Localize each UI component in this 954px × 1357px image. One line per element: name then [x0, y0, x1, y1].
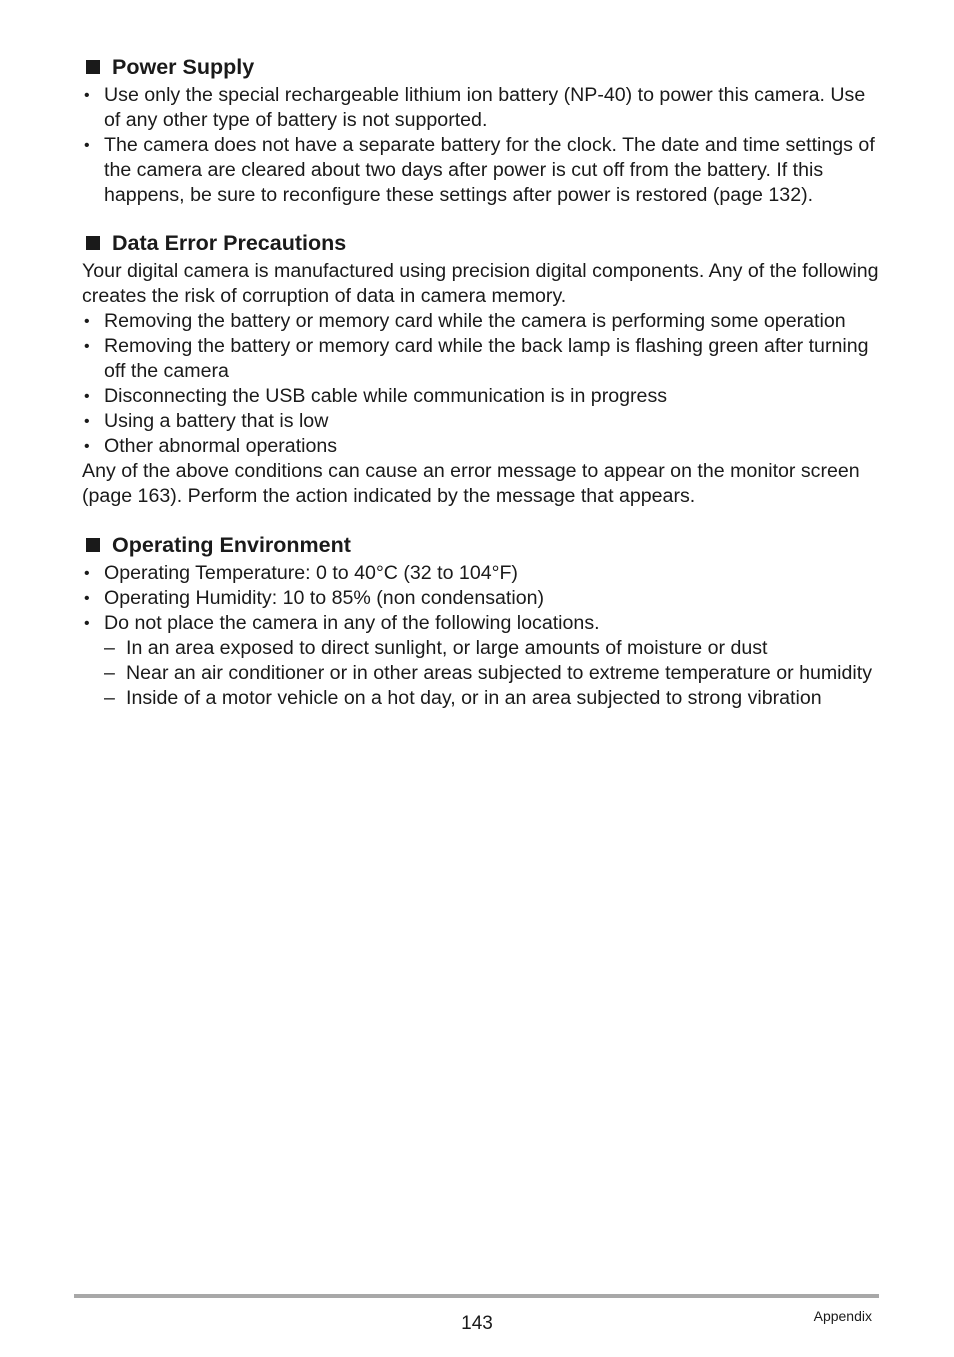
- section-title: Data Error Precautions: [112, 230, 347, 255]
- dash-icon: –: [104, 687, 115, 709]
- dash-icon: –: [104, 637, 115, 659]
- bullet-icon: •: [84, 438, 90, 455]
- list-item: • The camera does not have a separate battery for the clock. The date and time settings of the camera are cleared about two days after power is cut off from the battery. If this happens, be sure to reconfigure these settings after power is restored (page 132).: [84, 134, 875, 206]
- square-bullet-icon: [86, 538, 100, 552]
- section-data-error-precautions: [82, 229, 882, 509]
- section-heading: [82, 53, 882, 81]
- section-operating-environment: [82, 531, 882, 711]
- list-item: • Do not place the camera in any of the following locations. – In an area exposed to direct sunlight, or large amounts of moisture or dust – Near an air conditioner or in other areas subjected to extreme temperature or humidity – Inside of a motor vehicle on a hot day, or in an area subjected to strong vibration: [82, 611, 882, 711]
- bullet-icon: •: [84, 388, 90, 405]
- bullet-icon: •: [84, 87, 90, 104]
- section-heading: [82, 229, 882, 257]
- list-item: • Removing the battery or memory card while the back lamp is flashing green after turning off the camera: [84, 335, 869, 382]
- bullet-icon: •: [84, 413, 90, 430]
- page-number: 143: [461, 1313, 493, 1334]
- section-power-supply: [82, 53, 882, 208]
- footer-divider: [74, 1294, 879, 1298]
- list-item: • Operating Humidity: 10 to 85% (non condensation): [84, 587, 545, 609]
- section-title: Power Supply: [112, 54, 255, 79]
- square-bullet-icon: [86, 236, 100, 250]
- bullet-icon: •: [84, 590, 90, 607]
- section-heading: [82, 531, 882, 559]
- list-item: • Operating Temperature: 0 to 40°C (32 to 104°F): [84, 562, 518, 584]
- bullet-icon: •: [84, 615, 90, 632]
- dash-icon: –: [104, 662, 115, 684]
- bullet-icon: •: [84, 338, 90, 355]
- document-page: [82, 53, 882, 711]
- list-item: • Disconnecting the USB cable while communication is in progress: [84, 385, 668, 407]
- list-item: • Other abnormal operations: [84, 435, 338, 457]
- list-item: • Using a battery that is low: [84, 410, 329, 432]
- list-item: • Use only the special rechargeable lithium ion battery (NP-40) to power this camera. Use of any other type of battery is not supported.: [84, 84, 866, 131]
- bullet-list: [82, 309, 882, 459]
- sub-list-item: – Inside of a motor vehicle on a hot day, or in an area subjected to strong vibration: [104, 687, 822, 709]
- sub-list-item: – In an area exposed to direct sunlight, or large amounts of moisture or dust: [104, 637, 768, 659]
- sub-list: [104, 636, 882, 711]
- section-outro: Any of the above conditions can cause an error message to appear on the monitor screen (page 163). Perform the action indicated by the message that appears.: [82, 460, 860, 507]
- sub-list-item: – Near an air conditioner or in other areas subjected to extreme temperature or humidity: [104, 662, 873, 684]
- bullet-icon: •: [84, 565, 90, 582]
- bullet-icon: •: [84, 313, 90, 330]
- section-intro: Your digital camera is manufactured using precision digital components. Any of the following creates the risk of corruption of data in camera memory.: [82, 260, 879, 307]
- footer-section-label: Appendix: [813, 1308, 872, 1324]
- bullet-list: [82, 561, 882, 711]
- bullet-icon: •: [84, 137, 90, 154]
- section-title: Operating Environment: [112, 532, 351, 557]
- square-bullet-icon: [86, 60, 100, 74]
- bullet-list: [82, 83, 882, 208]
- list-item: • Removing the battery or memory card while the camera is performing some operation: [84, 310, 846, 332]
